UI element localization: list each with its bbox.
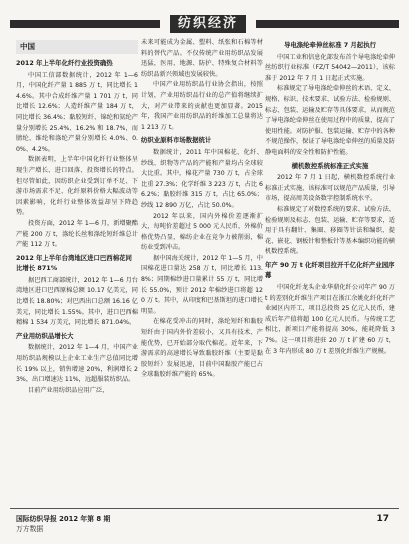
paragraph: 2012 年以来，国内外棉价差逐渐扩大，每吨价差超过 5 000 元人民币，外棉价格优势凸显，棉纺企业在竞争力被削弱，棉纺业受到冲击。: [141, 212, 263, 252]
paragraph: 数据统计，2012 年 1—4 月，中国产业用纺织品规模以上企业工业生产总值同比增长 19% 以上，销售增速 20%，利润增长 23%，出口增速达 11%，远超服装纺织品。: [16, 344, 138, 384]
paragraph: 中国产业用纺织品行业协会指出，按照计划，产业用纺织品行业的总产值将继续扩大，对产业带来的贡献也更加显著。2015 年，我国产业用纺织品的纤维加工总量将达 1 213 万 t。: [141, 81, 263, 131]
paragraph: 数据表明，上半年中国化纤行业整体呈现生产增长、进口回落、投资增长的特点。但尽管如此，因纺织企业受到订单不足、下游市场需求不足、化纤原料价格大幅波动等因素影响，化纤行业整体效益却呈下降趋势。: [16, 156, 138, 217]
paragraph: 未来可能成为金属、塑料、纸张和石棉等材料的替代产品。不仅传统产业用纺织品发展迅猛，医用、地源、防护、特殊复合材料等纺织品新兴领域也发展较快。: [141, 39, 263, 78]
article-heading: 纺织业原料市场数据统计: [141, 136, 212, 145]
article-heading: 2012 年上半年台湾地区进口巴西棉花同比增长 871%: [16, 253, 132, 273]
paragraph: 2012 年 7 月 1 日起，横机数控系统行业标准正式实施，该标准可以规范产品质量，引导市场，提高周美设备数字控制系统水平。: [265, 174, 395, 203]
article-heading: 2012 年上半年化纤行业投资确热: [16, 59, 113, 67]
paragraph: 标准规定了导电涤纶牵伸丝的术语、定义、规格、标识、技术要求、试验方法、检验规则、标志、包装、运输及贮存等具体要求，从而规范了导电涤纶牵伸丝在使用过程中的质量，提高了使用性能。对防护服、包装运输、贮存中的各种不规范操作，保证了导电涤纶牵伸丝的质量及防静电面料的安全性和防护性能。: [265, 85, 395, 156]
paragraph: 在棉花受冲击的同时，涤纶短纤和黏胶短纤由于国内外价差较小，又具有技术、产能优势，已开始部分取代棉花。近年来，下游需求的高速增长导致黏胶纤维（主要是黏胶短纤）发展迅速，目前中国黏胶产能已占全球黏胶纤维产能的 65%。: [141, 318, 263, 379]
paragraph: 投资方面，2012 年 1—6 月，新增聚酯产能 200 万 t，涤纶长丝和涤纶短纤维总计产能 112 万 t。: [16, 219, 138, 249]
article-heading: 年产 90 万 t 化纤项目拉开千亿化纤产业园序幕: [265, 260, 395, 280]
section-banner: [160, 14, 256, 34]
footer-journal: [16, 514, 110, 534]
column-left: [16, 38, 138, 396]
paragraph: 目前产业用纺织品应用广泛，: [28, 386, 109, 394]
paragraph: 标准规定了对数控系统的要求、试验方法、检验规则及标志、包装、运输、贮存等要求，适用于具有翻针、集圈、移圈等针法和编织、提花、嵌花、钢板针和整板针等基本编织功能的横机数控系统。: [265, 205, 395, 256]
journal-issue: 国际纺织导报 2012 年第 8 期: [16, 515, 111, 523]
paragraph: 中国工信部数据统计，2012 年 1—6 月，中国化纤产量 1 885 万 t，同比增长 14.6%。其中合成纤维产量 1 701 万 t，同比增长 12.6%；人造纤维产量 184 万 t，同比增长 36.4%；黏胶短纤、锦纶和氨纶产量分别增长 25.4%、16.2% 和 18.7%，而腈纶、维纶和涤纶产量分别增长 4.0%、0.0%、4.2%。: [16, 71, 138, 153]
region-heading: 中国: [16, 40, 138, 54]
database-credit: 万方数据: [16, 525, 44, 533]
paragraph: 中国工业和信息化部发布首个导电涤纶牵伸丝纺织行业标准（FZ/T 54042—2011），该标准于 2012 年 7 月 1 日起正式实施。: [265, 53, 395, 82]
column-right: [265, 38, 395, 357]
paragraph: 据巴西工商部统计，2012 年 1—6 月台湾地区进口巴西原棉总额 10.17 亿美元，同比增长 18.80%；对巴西出口总额 16.16 亿美元，同比增长 1.55%。其中，进口巴西棉精棉 1 534 万美元，同比增长 871.04%。: [16, 276, 138, 327]
paragraph: 据中国海关统计，2012 年 1—5 月，中国棉花进口量达 258 万 t，同比增长 113.8%；同期棉纱进口量累计 55 万 t，同比增长 55.0%，预计 2012 年棉纱进口将超 120 万 t。其中，从印度和巴基斯坦的进口增长明显。: [141, 254, 263, 315]
page-number: 17: [376, 514, 389, 524]
article-heading: 横机数控系统标准正式实施: [291, 161, 369, 170]
column-middle: [141, 38, 263, 381]
article-heading: 导电涤纶牵伸丝标准 7 月起执行: [284, 41, 376, 49]
section-title: 纺织经济: [170, 15, 246, 33]
article-heading: 产业用纺织品增长大: [16, 331, 74, 340]
paragraph: 中国化纤龙头企业华鼎化纤公司年产 90 万 t 的差别化纤维生产项目在浙江余姚化纤化纤产业园区内开工，项目总投资 25 亿元人民币，建成后年产值将超 100 亿元人民币。与传统工艺相比，新项目产能将提高 30%，能耗降低 37%。这一项目将进驻 20 万 t 扩建 60 万 t，在 3 年内形成 80 万 t 差别化纤维生产规模。: [265, 284, 395, 355]
footer-rule: [10, 508, 399, 509]
paragraph: 数据统计，2011 年中国棉花、化纤、纱线、织物等产品的产能和产量均占全球较大比重。其中，棉花产量 730 万 t，占全球比重 27.3%；化学纤维 3 223 万 t，占比 66.2%；黏胶纤维 315 万 t，占比 65.0%；纱线 12 890 万亿，占比 50.0%。: [141, 148, 263, 209]
